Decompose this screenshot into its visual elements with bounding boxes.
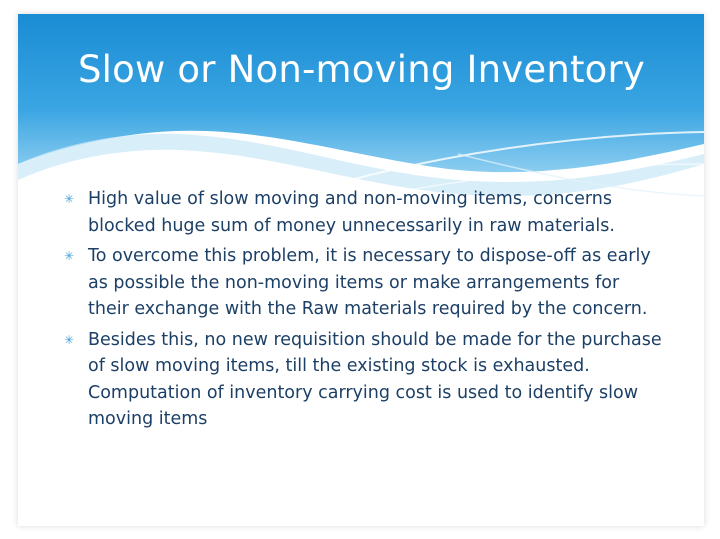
- bullet-text: Besides this, no new requisition should be made for the purchase of slow moving items, till the existing stock is exhausted. Computation of inventory carrying cost is used to identify slow moving items: [88, 329, 662, 429]
- asterisk-bullet-icon: ✳: [64, 332, 75, 347]
- bullet-item: [64, 243, 664, 323]
- bullet-item: [64, 327, 664, 433]
- slide-title: Slow or Non-moving Inventory: [78, 48, 646, 91]
- asterisk-bullet-icon: ✳: [64, 249, 75, 263]
- slide-header-banner: [18, 14, 704, 209]
- bullet-text: High value of slow moving and non-moving items, concerns blocked huge sum of money unnecessarily in raw materials.: [88, 189, 615, 236]
- bullet-item: [64, 186, 664, 239]
- bullet-text: To overcome this problem, it is necessary to dispose-off as early as possible the non-moving items or make arrangements for their exchange with the Raw materials required by the concern.: [88, 246, 651, 319]
- bullet-list: [64, 186, 664, 437]
- asterisk-bullet-icon: ✳: [64, 192, 75, 206]
- wave-banner: [18, 14, 704, 214]
- slide: [18, 14, 704, 526]
